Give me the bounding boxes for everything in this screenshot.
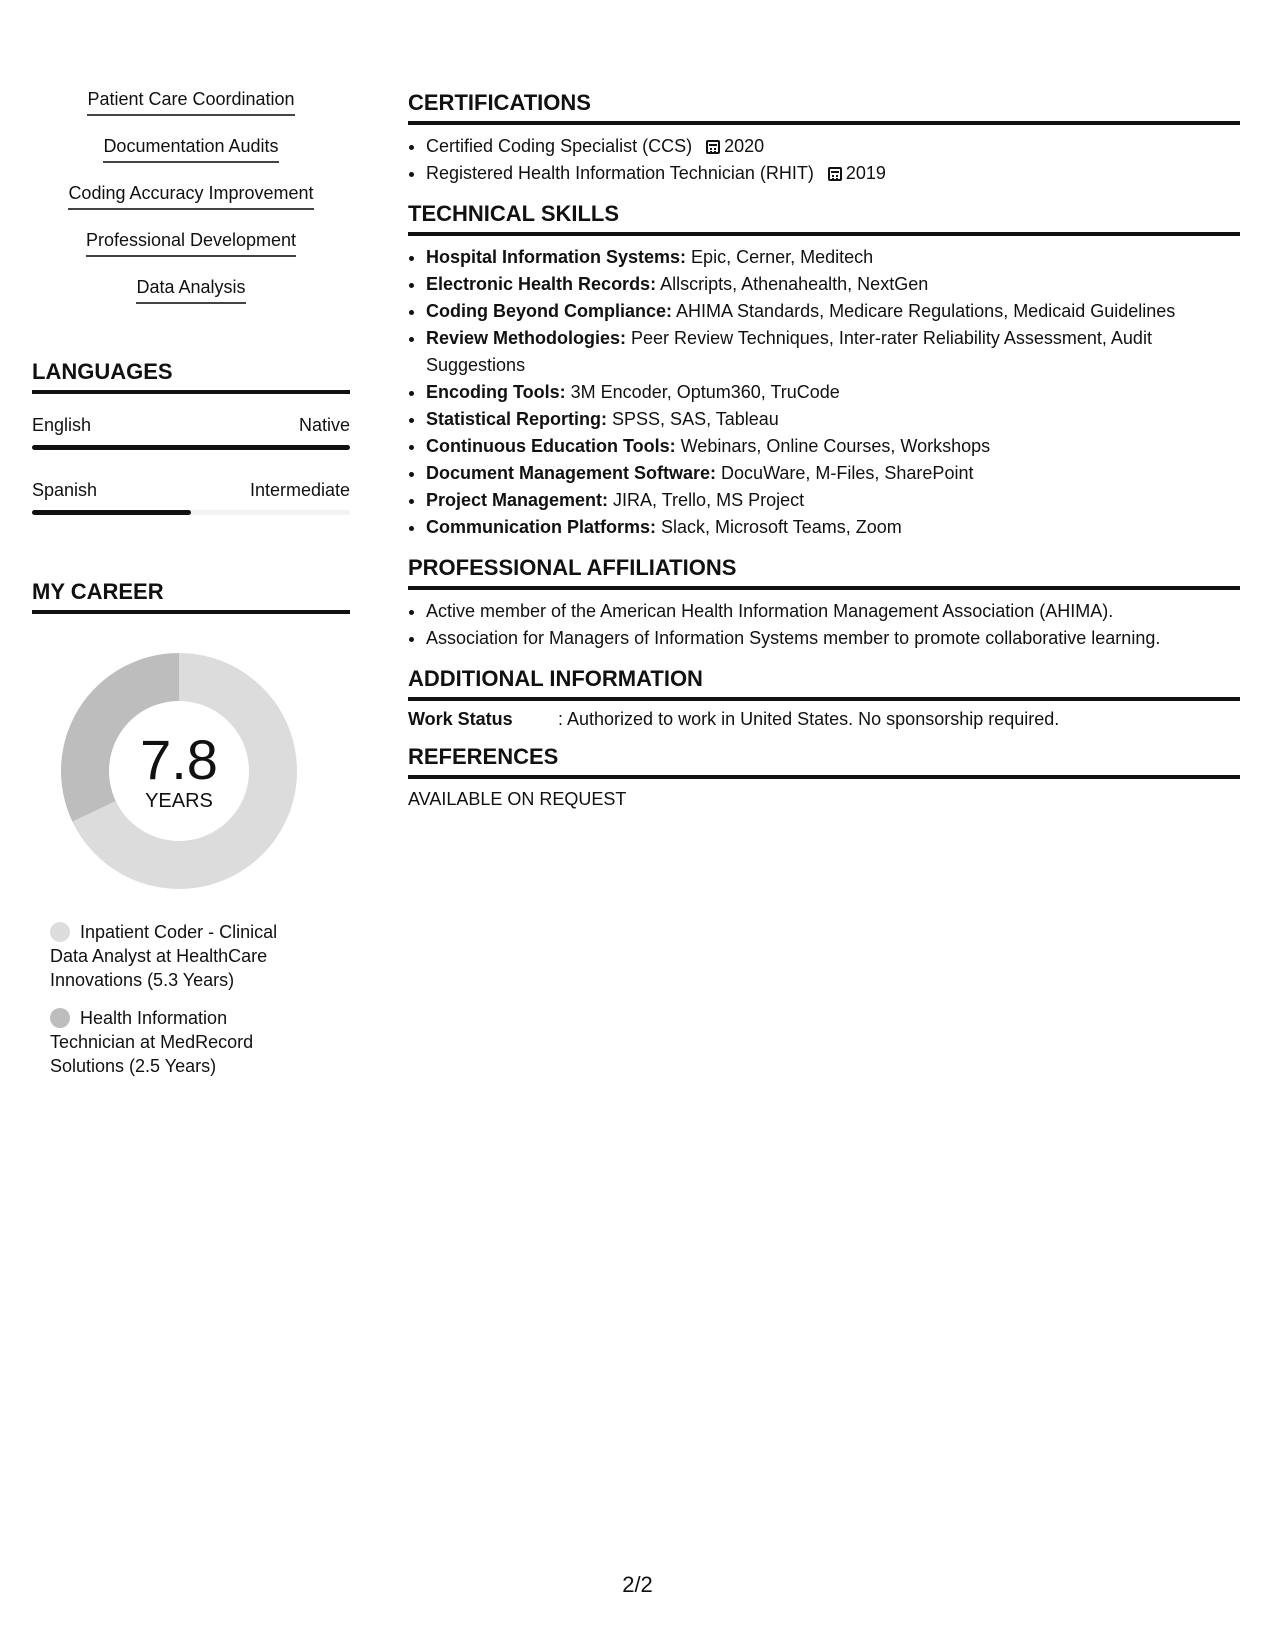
technical-skill-value: Peer Review Techniques, Inter-rater Reliability Assessment, Audit Suggestions: [426, 328, 1152, 375]
skill-tags: [32, 80, 350, 315]
career-legend-item: [50, 1006, 300, 1078]
technical-skill-item: [426, 514, 1240, 541]
calendar-icon: [706, 140, 720, 154]
languages-section: [32, 359, 350, 515]
left-column: [32, 80, 350, 1092]
career-legend-item: [50, 920, 300, 992]
technical-skill-item: [426, 379, 1240, 406]
technical-skill-label: Document Management Software:: [426, 463, 717, 483]
skill-tag-row: [32, 174, 350, 221]
references-title: REFERENCES: [408, 744, 1240, 779]
skill-tag: Professional Development: [86, 229, 296, 257]
language-bar-fill: [32, 510, 191, 515]
career-legend-text: Inpatient Coder - Clinical Data Analyst at HealthCare Innovations (5.3 Years): [50, 922, 278, 990]
career-donut-chart: [56, 648, 302, 894]
technical-skill-value: Allscripts, Athenahealth, NextGen: [656, 274, 929, 294]
certifications-title: CERTIFICATIONS: [408, 90, 1240, 125]
legend-dot: [50, 922, 70, 942]
language-name: English: [32, 415, 92, 435]
certification-item: [426, 160, 1240, 187]
skill-tag: Patient Care Coordination: [87, 88, 294, 116]
affiliation-item: • Association for Managers of Information Systems member to promote collaborative learning.: [426, 625, 1240, 652]
affiliation-item: • Active member of the American Health Information Management Association (AHIMA).: [426, 598, 1240, 625]
skill-tag: Documentation Audits: [103, 135, 278, 163]
technical-skill-value: DocuWare, M-Files, SharePoint: [716, 463, 974, 483]
language-row: [32, 415, 350, 436]
skill-tag: Data Analysis: [136, 276, 245, 304]
donut-center: [56, 648, 302, 894]
additional-info-title: ADDITIONAL INFORMATION: [408, 666, 1240, 701]
language-level: Intermediate: [249, 480, 350, 500]
technical-skill-item: [426, 487, 1240, 514]
certifications-section: [408, 90, 1240, 187]
certification-year: 2020: [724, 136, 765, 156]
language-level: Native: [298, 415, 350, 435]
skill-tag-row: [32, 80, 350, 127]
technical-skill-item: [426, 433, 1240, 460]
technical-skill-value: 3M Encoder, Optum360, TruCode: [565, 382, 840, 402]
certification-name: Certified Coding Specialist (CCS): [426, 136, 693, 156]
technical-skill-label: Statistical Reporting:: [426, 409, 608, 429]
right-column: [408, 90, 1240, 824]
technical-skill-value: JIRA, Trello, MS Project: [608, 490, 805, 510]
technical-skill-value: AHIMA Standards, Medicare Regulations, Medicaid Guidelines: [672, 301, 1176, 321]
work-status-row: [408, 709, 1240, 730]
skill-tag-row: [32, 221, 350, 268]
technical-skill-value: Webinars, Online Courses, Workshops: [675, 436, 991, 456]
technical-skill-item: [426, 271, 1240, 298]
technical-skill-value: Slack, Microsoft Teams, Zoom: [656, 517, 902, 537]
technical-skill-label: Continuous Education Tools:: [426, 436, 676, 456]
technical-skill-label: Project Management:: [426, 490, 609, 510]
career-unit: YEARS: [145, 790, 213, 812]
page-number: 2/2: [622, 1572, 653, 1597]
certification-item: [426, 133, 1240, 160]
affiliations-title: PROFESSIONAL AFFILIATIONS: [408, 555, 1240, 590]
language-item: [32, 415, 350, 450]
technical-skill-label: Communication Platforms:: [426, 517, 657, 537]
technical-skill-item: [426, 244, 1240, 271]
technical-skill-label: Hospital Information Systems:: [426, 247, 687, 267]
language-bar: [32, 510, 350, 515]
language-row: [32, 480, 350, 501]
technical-skill-item: [426, 460, 1240, 487]
career-legend: [50, 920, 300, 1078]
certifications-list: [408, 133, 1240, 187]
certification-year: 2019: [845, 163, 886, 183]
skill-tag-row: [32, 268, 350, 315]
technical-skill-item: [426, 406, 1240, 433]
language-name: Spanish: [32, 480, 98, 500]
technical-skill-item: [426, 325, 1240, 379]
language-bar-fill: [32, 445, 350, 450]
calendar-icon: [828, 167, 842, 181]
language-list: [32, 415, 350, 515]
technical-skill-label: Review Methodologies:: [426, 328, 627, 348]
affiliations-list: [408, 598, 1240, 652]
career-total-years: 7.8: [140, 728, 218, 791]
technical-skills-title: TECHNICAL SKILLS: [408, 201, 1240, 236]
languages-title: LANGUAGES: [32, 359, 350, 394]
additional-info-section: [408, 666, 1240, 730]
skill-tag: Coding Accuracy Improvement: [68, 182, 313, 210]
affiliations-section: [408, 555, 1240, 652]
certification-name: Registered Health Information Technician (RHIT): [426, 163, 814, 183]
references-section: [408, 744, 1240, 810]
legend-dot: [50, 1008, 70, 1028]
technical-skill-value: SPSS, SAS, Tableau: [607, 409, 779, 429]
technical-skill-label: Electronic Health Records:: [426, 274, 657, 294]
technical-skills-section: [408, 201, 1240, 541]
technical-skills-list: [408, 244, 1240, 541]
language-bar: [32, 445, 350, 450]
work-status-value: : Authorized to work in United States. No sponsorship required.: [558, 709, 1060, 729]
references-text: AVAILABLE ON REQUEST: [408, 789, 627, 809]
technical-skill-label: Coding Beyond Compliance:: [426, 301, 673, 321]
technical-skill-item: [426, 298, 1240, 325]
technical-skill-value: Epic, Cerner, Meditech: [686, 247, 874, 267]
career-title: MY CAREER: [32, 579, 350, 614]
career-section: [32, 579, 350, 1078]
work-status-label: Work Status: [408, 709, 513, 729]
skill-tag-row: [32, 127, 350, 174]
language-item: [32, 480, 350, 515]
career-legend-text: Health Information Technician at MedRecord Solutions (2.5 Years): [50, 1008, 254, 1076]
technical-skill-label: Encoding Tools:: [426, 382, 566, 402]
